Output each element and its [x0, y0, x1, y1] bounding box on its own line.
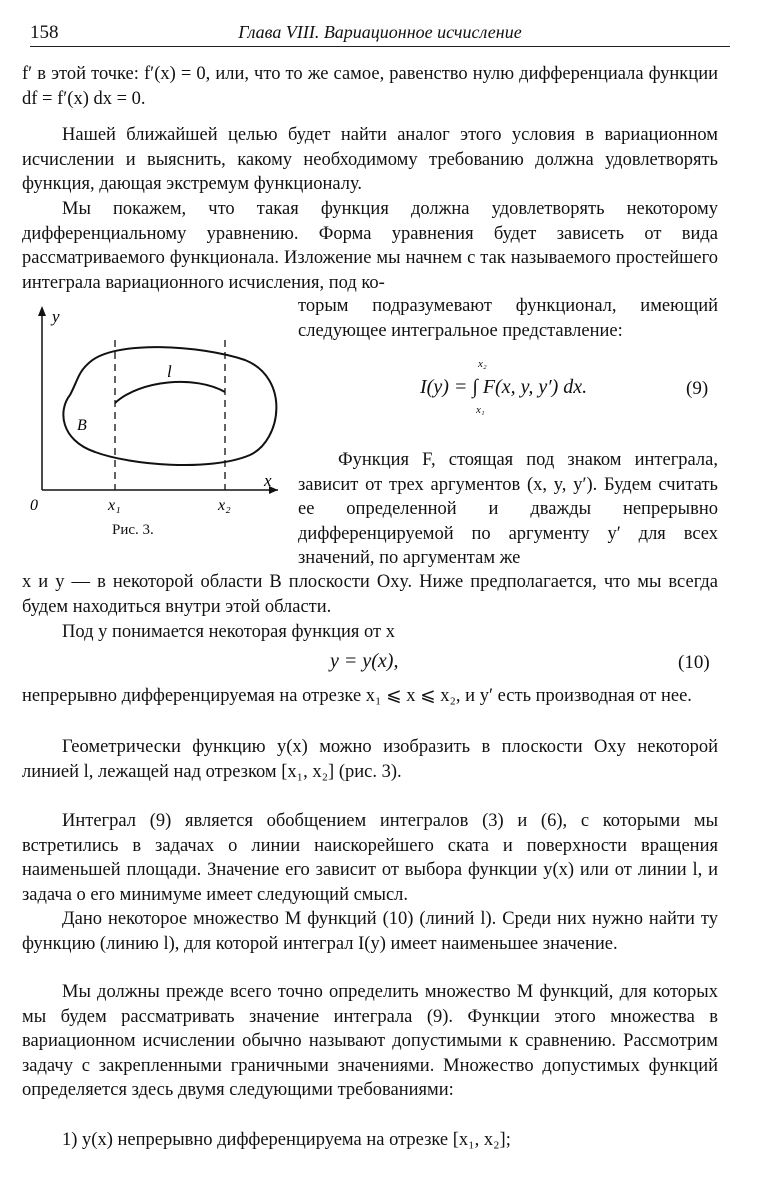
paragraph: торым подразумевают функционал, имеющий следующее интегральное представление:: [298, 296, 718, 341]
paragraph: Дано некоторое множество M функций (10) (линий l). Среди них нужно найти ту функцию (линию l), для которой интеграл I(y) имеет наименьшее значение.: [22, 909, 718, 954]
paragraph: Геометрически функцию y(x) можно изобразить в плоскости Oxy некоторой линией l, лежащей над отрезком [x₁, x₂] (рис. 3).: [22, 737, 718, 782]
y-axis-arrow-icon: [38, 306, 46, 316]
figure-caption: Рис. 3.: [112, 522, 154, 538]
page-number: 158: [30, 22, 59, 43]
paragraph: Функция F, стоящая под знаком интеграла, зависит от трех аргументов (x, y, y′). Будем считать ее определенной и дважды непрерывно дифференцируемой по аргументу y′ для всех значений, по аргументам же: [298, 450, 718, 568]
equation-9: I(y) = ∫ F(x, y, y′) dx.: [420, 376, 588, 398]
curve-l: [115, 382, 225, 403]
figure-3: [20, 300, 285, 525]
paragraph: Мы должны прежде всего точно определить множество M функций, для которых мы будем рассматривать значение интеграла (9). Функции этого множества в вариационном исчислении обычно называют допустимыми к сравнению. Рассмотрим задачу с закрепленными граничными значениями. Множество допустимых функций определяется здесь двумя следующими требованиями:: [22, 982, 718, 1100]
page-header: [30, 20, 730, 47]
integral-upper-limit: x₂: [478, 358, 487, 370]
paragraph: Интеграл (9) является обобщением интегралов (3) и (6), с которыми мы встретились в задачах о линии наискорейшего ската и поверхности вращения наименьшей площади. Значение его зависит от выбора функции y(x) или от линии l, и задача о его минимуме имеет следующий смысл.: [22, 811, 718, 905]
x1-label: x₁: [108, 497, 121, 514]
x2-label: x₂: [218, 497, 231, 514]
paragraph: x и y — в некоторой области B плоскости Oxy. Ниже предполагается, что мы всегда будем находиться внутри этой области.: [22, 572, 718, 617]
integral-lower-limit: x₁: [476, 404, 485, 416]
paragraph: непрерывно дифференцируемая на отрезке x₁ ⩽ x ⩽ x₂, и y′ есть производная от нее.: [22, 686, 692, 706]
equation-10: y = y(x),: [330, 650, 399, 672]
paragraph: Нашей ближайшей целью будет найти аналог этого условия в вариационном исчислении и выяснить, какому необходимому требованию должна удовлетворять функция, дающая экстремум функционалу.: [22, 125, 718, 194]
paragraph: 1) y(x) непрерывно дифференцируема на отрезке [x₁, x₂];: [62, 1130, 511, 1150]
equation-number: (9): [686, 378, 709, 399]
region-b-label: B: [77, 417, 87, 434]
y-axis-label: y: [52, 307, 60, 326]
origin-label: 0: [30, 497, 38, 514]
paragraph: f′ в этой точке: f′(x) = 0, или, что то же самое, равенство нулю дифференциала функции df = f′(x) dx = 0.: [22, 64, 718, 109]
paragraph: Мы покажем, что такая функция должна удовлетворять некоторому дифференциальному уравнению. Форма уравнения будет зависеть от вида рассматриваемого функционала. Изложение мы начнем с так называемого простейшего интеграла вариационного исчисления, под ко-: [22, 199, 718, 293]
x-axis-label: x: [264, 471, 272, 490]
equation-number: (10): [678, 652, 710, 673]
paragraph: Под y понимается некоторая функция от x: [62, 622, 396, 642]
running-title: Глава VIII. Вариационное исчисление: [238, 22, 522, 42]
curve-l-label: l: [167, 362, 172, 381]
